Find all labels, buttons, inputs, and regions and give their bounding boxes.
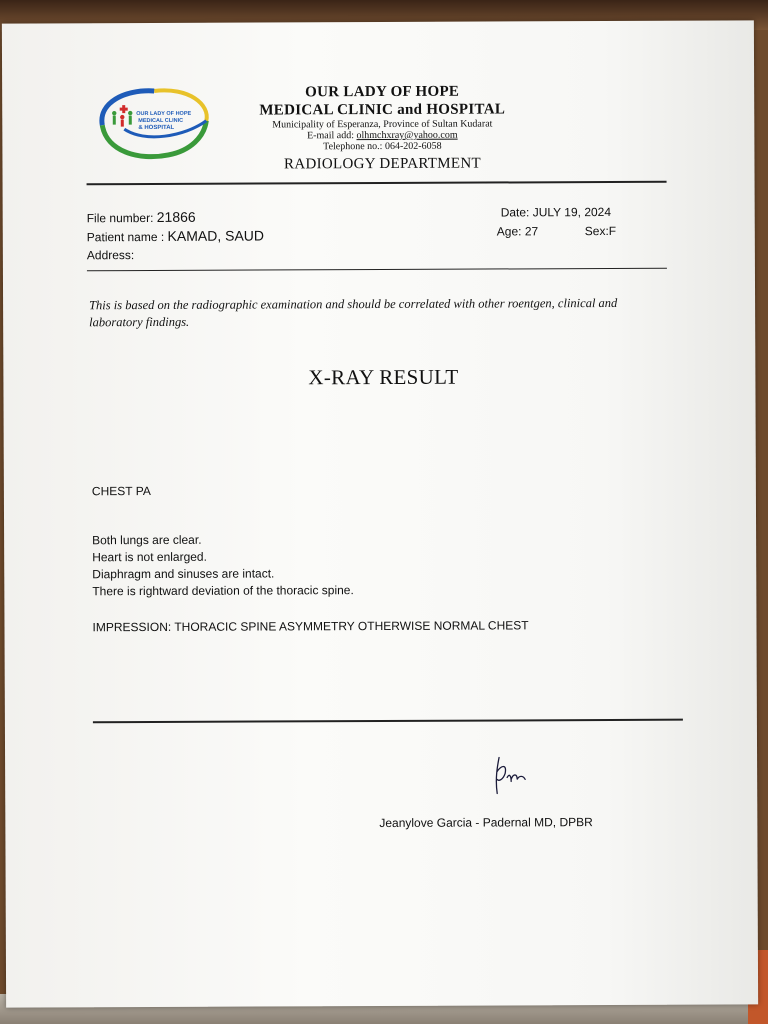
date-field [501,205,611,219]
signatory-name: Jeanylove Garcia - Padernal MD, DPBR [379,815,593,831]
signature-divider [93,719,683,724]
report-title: X-RAY RESULT [308,364,459,390]
date-label: Date: [500,205,530,220]
sex-value: F [608,223,617,238]
finding-item: There is rightward deviation of the thoracic spine. [92,583,354,599]
disclaimer-note: This is based on the radiographic examination and should be correlated with other roentgen, clinical and laboratory findings. [89,295,618,330]
hospital-logo [94,85,212,164]
patient-name-value: KAMAD, SAUD [167,227,265,244]
finding-item: Both lungs are clear. [92,532,202,548]
age-value: 27 [524,224,539,239]
finding-item: Diaphragm and sinuses are intact. [92,566,275,582]
svg-text:& HOSPITAL: & HOSPITAL [138,124,175,132]
email-label: E-mail add: [307,130,355,142]
document-page [2,20,758,1007]
svg-text:MEDICAL CLINIC: MEDICAL CLINIC [138,117,184,125]
date-value: JULY 19, 2024 [532,204,612,220]
impression-label: IMPRESSION: [92,619,172,635]
hospital-header [232,83,532,173]
patient-name-field [87,228,264,245]
findings-list [92,531,354,600]
email-link[interactable]: olhmchxray@yahoo.com [356,129,458,142]
hospital-name-line1: OUR LADY OF HOPE [305,83,460,101]
impression [92,617,528,636]
department-name: RADIOLOGY DEPARTMENT [283,155,481,173]
impression-text: THORACIC SPINE ASYMMETRY OTHERWISE NORMAL CHEST [174,618,529,634]
hospital-address: Municipality of Esperanza, Province of Sultan Kudarat [272,118,493,131]
file-number-value: 21866 [156,208,196,225]
address-label: Address: [86,248,135,263]
hospital-name-line2: MEDICAL CLINIC and HOSPITAL [259,101,506,119]
header-divider [87,181,667,186]
patient-name-label: Patient name : [86,229,165,245]
hospital-telephone: Telephone no.: 064-202-6058 [323,140,442,153]
exam-type: CHEST PA [91,483,151,499]
file-number-field [87,209,196,225]
svg-text:OUR LADY OF HOPE: OUR LADY OF HOPE [136,110,192,118]
file-number-label: File number: [86,210,154,226]
patient-divider [87,268,667,272]
address-field [87,248,134,262]
signature-mark [487,749,537,799]
finding-item: Heart is not enlarged. [92,549,207,565]
sex-label: Sex: [584,223,609,239]
age-field [497,224,538,238]
sex-field [585,224,616,238]
age-label: Age: [496,224,522,239]
